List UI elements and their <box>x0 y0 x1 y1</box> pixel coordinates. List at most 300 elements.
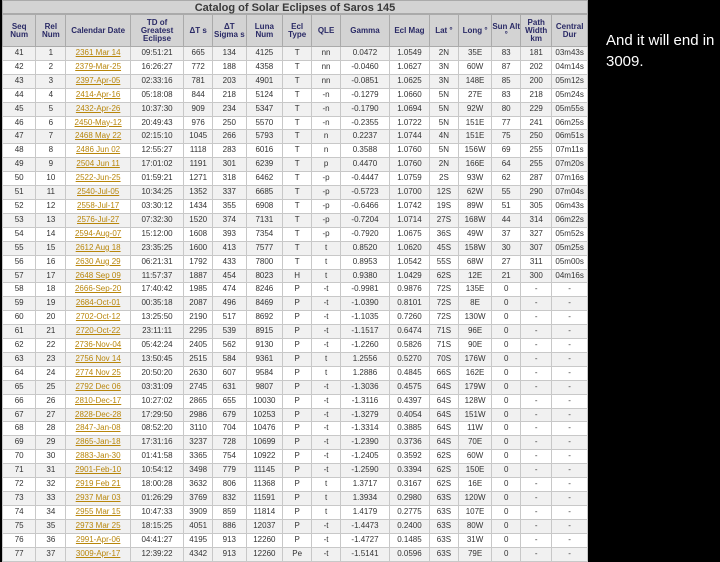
table-cell: 23:11:11 <box>130 325 183 339</box>
calendar-date-link[interactable]: 2937 Mar 03 <box>66 492 131 506</box>
table-cell: 72 <box>3 478 36 492</box>
column-header[interactable]: Gamma <box>341 15 390 47</box>
table-row <box>3 478 588 492</box>
table-cell: 6 <box>36 116 66 130</box>
table-cell: t <box>312 505 341 519</box>
table-cell: 28 <box>36 422 66 436</box>
table-cell: -t <box>312 422 341 436</box>
column-header[interactable]: Luna Num <box>246 15 283 47</box>
table-cell: 63S <box>429 533 458 547</box>
table-cell: 93W <box>458 172 491 186</box>
table-cell: 0.4575 <box>389 380 429 394</box>
table-cell: 70S <box>429 352 458 366</box>
table-row <box>3 213 588 227</box>
calendar-date-link[interactable]: 2847-Jan-08 <box>66 422 131 436</box>
table-row <box>3 352 588 366</box>
table-cell: 413 <box>213 241 246 255</box>
table-cell: 0.4470 <box>341 158 390 172</box>
calendar-date-link[interactable]: 2648 Sep 09 <box>66 269 131 283</box>
table-cell: nn <box>312 47 341 61</box>
table-cell: 0.3167 <box>389 478 429 492</box>
table-cell: 67 <box>3 408 36 422</box>
table-cell: 69 <box>3 436 36 450</box>
table-row <box>3 492 588 506</box>
table-cell: -0.7920 <box>341 227 390 241</box>
table-cell: 1.0700 <box>389 186 429 200</box>
table-cell: 0.1485 <box>389 533 429 547</box>
table-cell: 202 <box>521 60 552 74</box>
table-cell: H <box>283 269 312 283</box>
column-header[interactable]: Seq Num <box>3 15 36 47</box>
table-cell: 25 <box>36 380 66 394</box>
calendar-date-link[interactable]: 2522-Jun-25 <box>66 172 131 186</box>
column-header[interactable]: Lat ° <box>429 15 458 47</box>
calendar-date-link[interactable]: 2973 Mar 25 <box>66 519 131 533</box>
table-cell: 77 <box>3 547 36 561</box>
table-row <box>3 450 588 464</box>
calendar-date-link[interactable]: 2991-Apr-06 <box>66 533 131 547</box>
table-cell: 5N <box>429 102 458 116</box>
table-row <box>3 269 588 283</box>
table-cell: 9584 <box>246 366 283 380</box>
table-cell: P <box>283 519 312 533</box>
table-cell: 75 <box>492 130 521 144</box>
table-cell: 37 <box>492 227 521 241</box>
calendar-date-link[interactable]: 2756 Nov 14 <box>66 352 131 366</box>
calendar-date-link[interactable]: 2504 Jun 11 <box>66 158 131 172</box>
calendar-date-link[interactable]: 2558-Jul-17 <box>66 199 131 213</box>
table-cell: 0.0596 <box>389 547 429 561</box>
table-cell: 64 <box>492 158 521 172</box>
table-cell: 6462 <box>246 172 283 186</box>
table-cell: T <box>283 255 312 269</box>
table-cell: 318 <box>213 172 246 186</box>
calendar-date-link[interactable]: 2919 Feb 21 <box>66 478 131 492</box>
table-cell: - <box>552 283 588 297</box>
table-cell: 1118 <box>184 144 213 158</box>
table-cell: -t <box>312 533 341 547</box>
column-header[interactable]: TD of Greatest Eclipse <box>130 15 183 47</box>
table-cell: -0.2355 <box>341 116 390 130</box>
table-cell: T <box>283 47 312 61</box>
table-cell: - <box>521 339 552 353</box>
column-header[interactable]: Ecl Mag <box>389 15 429 47</box>
column-header[interactable]: ΔT s <box>184 15 213 47</box>
table-cell: 1.0627 <box>389 60 429 74</box>
table-cell: 96E <box>458 325 491 339</box>
table-cell: 7800 <box>246 255 283 269</box>
table-cell: 18:15:25 <box>130 519 183 533</box>
table-cell: 6685 <box>246 186 283 200</box>
table-cell: 72S <box>429 297 458 311</box>
calendar-date-link[interactable]: 2414-Apr-16 <box>66 88 131 102</box>
table-cell: - <box>552 297 588 311</box>
table-cell: 23 <box>36 352 66 366</box>
table-cell: 37 <box>36 547 66 561</box>
table-cell: 0.2400 <box>389 519 429 533</box>
calendar-date-link[interactable]: 2379-Mar-25 <box>66 60 131 74</box>
calendar-date-link[interactable]: 2901-Feb-10 <box>66 464 131 478</box>
calendar-date-link[interactable]: 3009-Apr-17 <box>66 547 131 561</box>
table-cell: 15 <box>36 241 66 255</box>
table-cell: 1 <box>36 47 66 61</box>
table-cell: 0.3885 <box>389 422 429 436</box>
table-cell: 36 <box>36 533 66 547</box>
table-cell: -t <box>312 297 341 311</box>
table-cell: -n <box>312 88 341 102</box>
table-cell: 18 <box>36 283 66 297</box>
table-cell: - <box>521 366 552 380</box>
column-header[interactable]: Rel Num <box>36 15 66 47</box>
table-row <box>3 116 588 130</box>
table-cell: -p <box>312 213 341 227</box>
table-cell: 20:49:43 <box>130 116 183 130</box>
calendar-date-link[interactable]: 2397-Apr-05 <box>66 74 131 88</box>
table-cell: 11368 <box>246 478 283 492</box>
table-cell: 290 <box>521 186 552 200</box>
table-cell: 517 <box>213 311 246 325</box>
table-cell: - <box>521 422 552 436</box>
table-cell: p <box>312 158 341 172</box>
table-cell: -t <box>312 283 341 297</box>
table-cell: 0 <box>492 380 521 394</box>
calendar-date-link[interactable]: 2576-Jul-27 <box>66 213 131 227</box>
table-cell: 4358 <box>246 60 283 74</box>
table-cell: 4051 <box>184 519 213 533</box>
column-header[interactable]: Path Width km <box>521 15 552 47</box>
calendar-date-link[interactable]: 2736-Nov-04 <box>66 339 131 353</box>
table-cell: 0.8953 <box>341 255 390 269</box>
table-cell: 03:30:12 <box>130 199 183 213</box>
calendar-date-link[interactable]: 2883-Jan-30 <box>66 450 131 464</box>
table-cell: 11814 <box>246 505 283 519</box>
table-cell: 07:32:30 <box>130 213 183 227</box>
table-cell: 7354 <box>246 227 283 241</box>
table-cell: 2190 <box>184 311 213 325</box>
table-cell: 337 <box>213 186 246 200</box>
table-cell: 8915 <box>246 325 283 339</box>
table-cell: 2295 <box>184 325 213 339</box>
table-cell: t <box>312 241 341 255</box>
table-cell: 3110 <box>184 422 213 436</box>
table-cell: 283 <box>213 144 246 158</box>
table-cell: 311 <box>521 255 552 269</box>
table-cell: 10030 <box>246 394 283 408</box>
table-cell: 844 <box>184 88 213 102</box>
table-cell: 539 <box>213 325 246 339</box>
table-cell: 1191 <box>184 158 213 172</box>
table-cell: 474 <box>213 283 246 297</box>
table-cell: 1352 <box>184 186 213 200</box>
table-row <box>3 199 588 213</box>
table-cell: 3N <box>429 60 458 74</box>
table-cell: - <box>521 492 552 506</box>
calendar-date-link[interactable]: 2666-Sep-20 <box>66 283 131 297</box>
table-cell: -0.4447 <box>341 172 390 186</box>
table-cell: 2 <box>36 60 66 74</box>
table-cell: 2745 <box>184 380 213 394</box>
table-row <box>3 311 588 325</box>
calendar-date-link[interactable]: 2540-Jul-05 <box>66 186 131 200</box>
table-cell: 17:40:42 <box>130 283 183 297</box>
table-cell: 0.8520 <box>341 241 390 255</box>
table-row <box>3 505 588 519</box>
table-cell: 79E <box>458 547 491 561</box>
table-cell: 0 <box>492 366 521 380</box>
calendar-date-link[interactable]: 2630 Aug 29 <box>66 255 131 269</box>
table-cell: 05:42:24 <box>130 339 183 353</box>
table-cell: 4195 <box>184 533 213 547</box>
table-cell: 562 <box>213 339 246 353</box>
table-cell: -t <box>312 325 341 339</box>
table-cell: -t <box>312 311 341 325</box>
table-cell: P <box>283 394 312 408</box>
calendar-date-link[interactable]: 2702-Oct-12 <box>66 311 131 325</box>
table-cell: - <box>521 464 552 478</box>
column-header[interactable]: Central Dur <box>552 15 588 47</box>
table-cell: -1.3116 <box>341 394 390 408</box>
table-cell: 1792 <box>184 255 213 269</box>
table-cell: 69 <box>492 144 521 158</box>
table-cell: 11591 <box>246 492 283 506</box>
table-cell: 62W <box>458 186 491 200</box>
table-cell: 0.5270 <box>389 352 429 366</box>
table-cell: 17:01:02 <box>130 158 183 172</box>
table-cell: 07m16s <box>552 172 588 186</box>
table-cell: 4N <box>429 130 458 144</box>
table-cell: 1.0760 <box>389 144 429 158</box>
table-cell: -n <box>312 116 341 130</box>
table-cell: 0 <box>492 311 521 325</box>
table-cell: 10922 <box>246 450 283 464</box>
calendar-date-link[interactable]: 2955 Mar 15 <box>66 505 131 519</box>
table-cell: 287 <box>521 172 552 186</box>
table-cell: - <box>552 325 588 339</box>
calendar-date-link[interactable]: 2810-Dec-17 <box>66 394 131 408</box>
table-cell: 17:29:50 <box>130 408 183 422</box>
calendar-date-link[interactable]: 2612 Aug 18 <box>66 241 131 255</box>
table-cell: t <box>312 255 341 269</box>
table-cell: t <box>312 269 341 283</box>
table-cell: 51 <box>3 186 36 200</box>
calendar-date-link[interactable]: 2486 Jun 02 <box>66 144 131 158</box>
table-cell: 01:59:21 <box>130 172 183 186</box>
table-cell: 5124 <box>246 88 283 102</box>
table-row <box>3 172 588 186</box>
table-cell: 218 <box>521 88 552 102</box>
table-cell: 913 <box>213 533 246 547</box>
table-cell: 0 <box>492 450 521 464</box>
table-cell: 832 <box>213 492 246 506</box>
table-cell: 90E <box>458 339 491 353</box>
column-header[interactable]: Calendar Date <box>66 15 131 47</box>
table-cell: 64S <box>429 422 458 436</box>
table-cell: 162E <box>458 366 491 380</box>
calendar-date-link[interactable]: 2774 Nov 25 <box>66 366 131 380</box>
table-cell: 1.0744 <box>389 130 429 144</box>
table-cell: 150E <box>458 464 491 478</box>
table-cell: 3498 <box>184 464 213 478</box>
column-header[interactable]: Long ° <box>458 15 491 47</box>
table-cell: - <box>521 297 552 311</box>
calendar-date-link[interactable]: 2720-Oct-22 <box>66 325 131 339</box>
table-cell: 08:52:20 <box>130 422 183 436</box>
table-cell: 1.0714 <box>389 213 429 227</box>
table-cell: 10:54:12 <box>130 464 183 478</box>
calendar-date-link[interactable]: 2450-May-12 <box>66 116 131 130</box>
calendar-date-link[interactable]: 2865-Jan-18 <box>66 436 131 450</box>
table-cell: -p <box>312 186 341 200</box>
table-cell: 64S <box>429 380 458 394</box>
table-cell: 305 <box>521 199 552 213</box>
table-cell: 130W <box>458 311 491 325</box>
table-cell: 12:55:27 <box>130 144 183 158</box>
table-cell: 59 <box>3 297 36 311</box>
table-cell: - <box>552 464 588 478</box>
table-cell: -0.0851 <box>341 74 390 88</box>
table-cell: 70 <box>3 450 36 464</box>
table-cell: 2515 <box>184 352 213 366</box>
table-cell: 300 <box>521 269 552 283</box>
table-cell: 135E <box>458 283 491 297</box>
table-cell: 1271 <box>184 172 213 186</box>
table-cell: 5N <box>429 144 458 158</box>
table-cell: 1.0694 <box>389 102 429 116</box>
table-cell: P <box>283 436 312 450</box>
table-cell: -1.4727 <box>341 533 390 547</box>
table-cell: 21 <box>36 325 66 339</box>
table-cell: 8469 <box>246 297 283 311</box>
column-header[interactable]: QLE <box>312 15 341 47</box>
table-cell: 754 <box>213 450 246 464</box>
table-cell: n <box>312 130 341 144</box>
calendar-date-link[interactable]: 2432-Apr-26 <box>66 102 131 116</box>
table-cell: 58 <box>3 283 36 297</box>
table-cell: 07m11s <box>552 144 588 158</box>
table-cell: 148E <box>458 74 491 88</box>
table-cell: -1.2390 <box>341 436 390 450</box>
table-cell: 2405 <box>184 339 213 353</box>
table-cell: - <box>521 436 552 450</box>
column-header[interactable]: ΔT Sigma s <box>213 15 246 47</box>
table-cell: -0.0460 <box>341 60 390 74</box>
table-cell: 66S <box>429 366 458 380</box>
table-row <box>3 158 588 172</box>
table-cell: 0 <box>492 436 521 450</box>
table-cell: 33 <box>36 492 66 506</box>
table-cell: 92W <box>458 102 491 116</box>
table-cell: 3769 <box>184 492 213 506</box>
table-cell: 05m55s <box>552 102 588 116</box>
table-cell: 665 <box>184 47 213 61</box>
table-cell: 0 <box>492 325 521 339</box>
table-row <box>3 255 588 269</box>
table-cell: 250 <box>521 130 552 144</box>
table-cell: 31W <box>458 533 491 547</box>
column-header[interactable]: Sun Alt ° <box>492 15 521 47</box>
table-cell: 04:41:27 <box>130 533 183 547</box>
calendar-date-link[interactable]: 2468 May 22 <box>66 130 131 144</box>
table-cell: 176W <box>458 352 491 366</box>
table-cell: -1.1035 <box>341 311 390 325</box>
table-cell: 7131 <box>246 213 283 227</box>
table-cell: 0 <box>492 408 521 422</box>
table-cell: 8246 <box>246 283 283 297</box>
table-cell: 1.0620 <box>389 241 429 255</box>
table-cell: 41 <box>3 47 36 61</box>
table-cell: 5570 <box>246 116 283 130</box>
table-cell: 266 <box>213 130 246 144</box>
table-cell: 15:12:00 <box>130 227 183 241</box>
table-cell: 0 <box>492 547 521 561</box>
table-cell: 3365 <box>184 450 213 464</box>
table-row <box>3 130 588 144</box>
table-cell: 09:51:21 <box>130 47 183 61</box>
table-cell: 52 <box>3 199 36 213</box>
table-cell: 63S <box>429 505 458 519</box>
table-cell: 19 <box>36 297 66 311</box>
table-cell: -p <box>312 172 341 186</box>
calendar-date-link[interactable]: 2594-Aug-07 <box>66 227 131 241</box>
table-cell: 1.2886 <box>341 366 390 380</box>
table-cell: - <box>552 352 588 366</box>
table-cell: - <box>521 478 552 492</box>
table-cell: 22 <box>36 339 66 353</box>
table-cell: 12:39:22 <box>130 547 183 561</box>
calendar-date-link[interactable]: 2792 Dec 06 <box>66 380 131 394</box>
table-cell: 43 <box>3 74 36 88</box>
table-cell: 7 <box>36 130 66 144</box>
table-cell: - <box>521 352 552 366</box>
calendar-date-link[interactable]: 2828-Dec-28 <box>66 408 131 422</box>
table-cell: 0.5826 <box>389 339 429 353</box>
table-cell: 05m52s <box>552 227 588 241</box>
table-cell: -t <box>312 464 341 478</box>
table-cell: 1.0542 <box>389 255 429 269</box>
table-cell: 0.4054 <box>389 408 429 422</box>
table-cell: t <box>312 352 341 366</box>
table-cell: 12S <box>429 186 458 200</box>
calendar-date-link[interactable]: 2684-Oct-01 <box>66 297 131 311</box>
table-cell: 05m00s <box>552 255 588 269</box>
table-cell: 13:50:45 <box>130 352 183 366</box>
table-cell: 0 <box>492 352 521 366</box>
table-cell: 728 <box>213 436 246 450</box>
table-cell: 0 <box>492 394 521 408</box>
table-cell: 5793 <box>246 130 283 144</box>
table-cell: 27 <box>36 408 66 422</box>
table-cell: -0.5723 <box>341 186 390 200</box>
table-cell: 10253 <box>246 408 283 422</box>
table-cell: -p <box>312 227 341 241</box>
table-cell: 0.9380 <box>341 269 390 283</box>
table-cell: 74 <box>3 505 36 519</box>
table-cell: - <box>552 533 588 547</box>
table-row <box>3 47 588 61</box>
calendar-date-link[interactable]: 2361 Mar 14 <box>66 47 131 61</box>
table-cell: t <box>312 478 341 492</box>
table-cell: 9807 <box>246 380 283 394</box>
table-cell: 45 <box>3 102 36 116</box>
table-cell: 10476 <box>246 422 283 436</box>
table-cell: 255 <box>521 144 552 158</box>
table-cell: T <box>283 213 312 227</box>
table-cell: 0 <box>492 283 521 297</box>
table-cell: - <box>552 311 588 325</box>
table-cell: 1.3717 <box>341 478 390 492</box>
table-cell: 8 <box>36 144 66 158</box>
column-header[interactable]: Ecl Type <box>283 15 312 47</box>
